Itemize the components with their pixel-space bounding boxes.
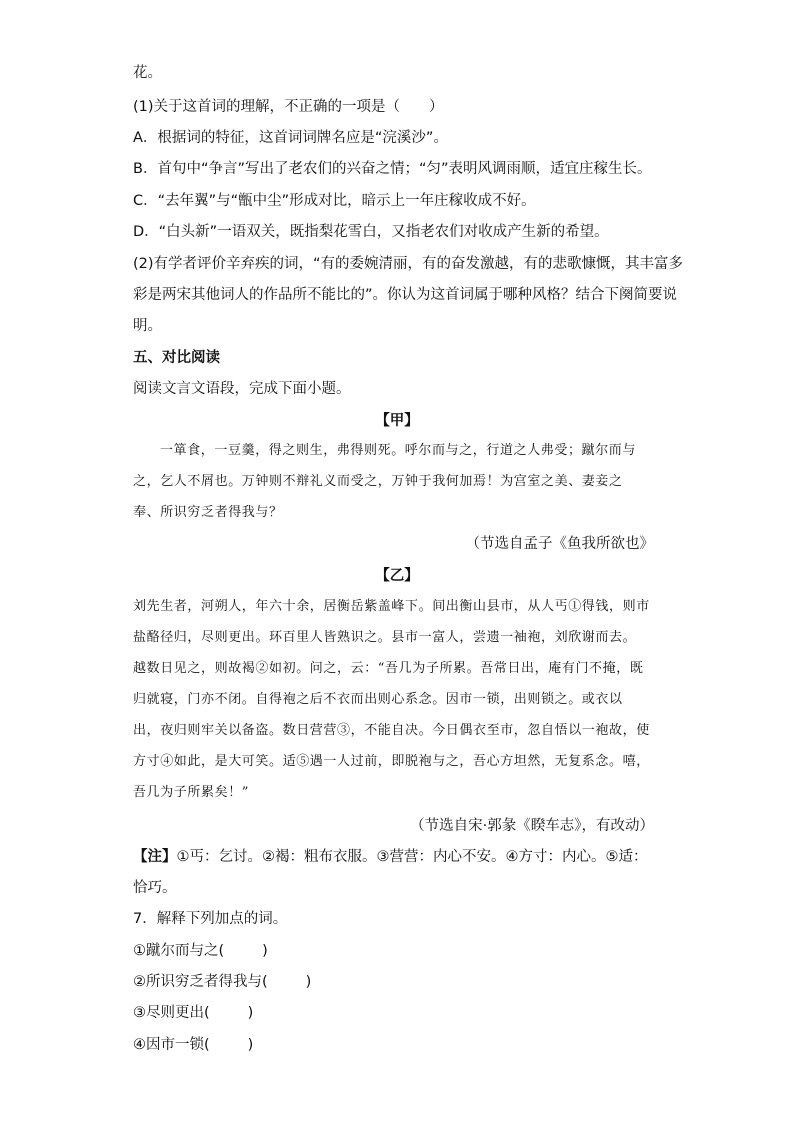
yi-line: 出，夜归则牢关以备盗。数日营营③，不能自决。今日偶衣至市，忽自悟以一袍故，使 [133, 723, 650, 738]
item-text: ②所识穷乏者得我与( [133, 974, 268, 990]
close-paren: ) [247, 1005, 254, 1021]
close-paren: ) [262, 943, 268, 959]
jia-line: 奉、所识穷乏者得我与？ [133, 505, 283, 520]
option-a: A．根据词的特征，这首词词牌名应是“浣溪沙”。 [133, 130, 448, 146]
yi-line: 盐酪径归，尽则更出。环百里人皆熟识之。县市一富人，尝遗一袖袍，刘欣谢而去。 [133, 630, 637, 645]
close-paren: ) [247, 1037, 254, 1053]
jia-label: 【甲】 [375, 413, 419, 429]
jia-source: （节选自孟子《鱼我所欲也》 [465, 536, 654, 552]
option-d: D．“白头新”一语双关，既指梨花雪白，又指老农们对收成产生新的希望。 [133, 224, 609, 240]
question-2-cont: 彩是两宋其他词人的作品所不能比的”。你认为这首词属于哪种风格？结合下阕简要说 [133, 287, 678, 303]
item-text: ④因市一锁( [133, 1037, 210, 1053]
jia-line: 一箪食，一豆羹，得之则生，弗得则死。呼尔而与之，行道之人弗受；蹴尔而与 [160, 443, 637, 458]
yi-line: 刘先生者，河朔人，年六十余，居衡岳紫盖峰下。间出衡山县市，从人丐①得钱，则市 [133, 599, 650, 614]
question-7: 7．解释下列加点的词。 [133, 911, 288, 927]
answer-item [133, 1003, 253, 1023]
yi-line: 方寸④如此，是大可笑。适⑤遇一人过前，即脱袍与之，吾心方坦然，无复系念。嘻， [133, 754, 650, 769]
yi-source: （节选自宋·郭彖《睽车志》，有改动） [410, 818, 654, 834]
note-label: 【注】 [133, 849, 177, 865]
answer-item [133, 941, 268, 961]
option-b: B．首句中“争言”写出了老农们的兴奋之情；“匀”表明风调雨顺，适宜庄稼生长。 [133, 161, 652, 177]
note-line [133, 847, 648, 867]
close-paren: ) [305, 974, 312, 990]
yi-line: 归就寝，门亦不闭。自得袍之后不衣而出则心系念。因市一锁，出则锁之。或衣以 [133, 692, 623, 707]
section-title: 五、对比阅读 [133, 350, 220, 366]
question-2: (2)有学者评价辛弃疾的词，“有的委婉清丽，有的奋发激越，有的悲歌慷慨，其丰富多 [133, 256, 684, 272]
item-text: ①蹴尔而与之( [133, 943, 225, 959]
note-cont: 恰巧。 [133, 880, 177, 896]
question-2-end: 明。 [133, 318, 162, 334]
yi-line: 越数日见之，则故褐②如初。问之，云：“吾几为子所累。吾常日出，庵有门不掩，既 [133, 661, 644, 676]
question-1: (1)关于这首词的理解，不正确的一项是（ ） [133, 99, 444, 115]
text-line: 花。 [133, 65, 162, 81]
note-text: ①丐：乞讨。②褐：粗布衣服。③营营：内心不安。④方寸：内心。⑤适： [176, 849, 648, 865]
answer-item [133, 972, 311, 992]
yi-line: 吾几为子所累矣！” [133, 785, 250, 800]
option-c: C．“去年翼”与“甑中尘”形成对比，暗示上一年庄稼收成不好。 [133, 193, 536, 209]
instruction: 阅读文言文语段，完成下面小题。 [133, 381, 351, 397]
item-text: ③尽则更出( [133, 1005, 210, 1021]
jia-line: 之，乞人不屑也。万钟则不辩礼义而受之，万钟于我何加焉！为宫室之美、妻妾之 [133, 474, 623, 489]
yi-label: 【乙】 [375, 568, 419, 584]
answer-item [133, 1035, 253, 1055]
